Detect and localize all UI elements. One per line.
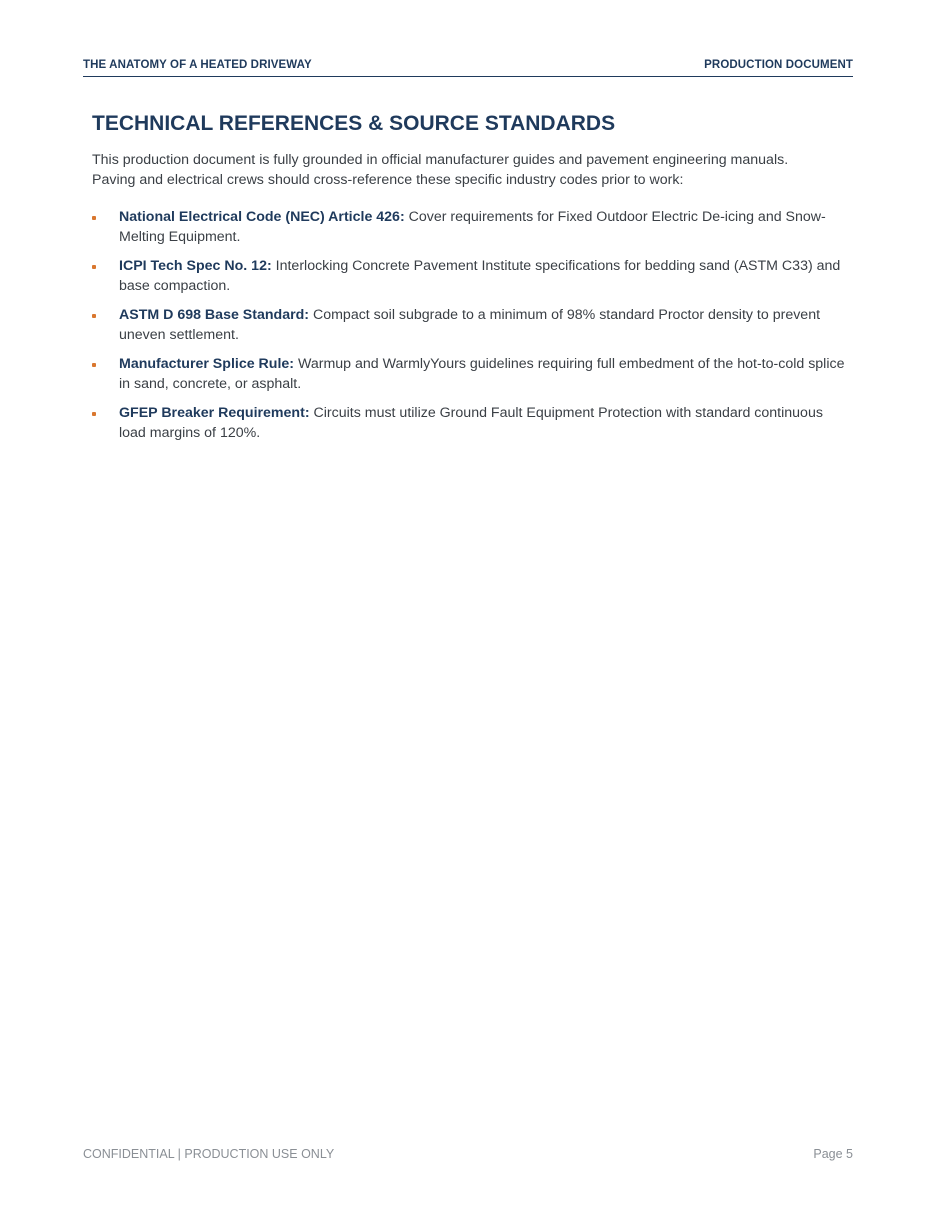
running-header [83,58,853,77]
reference-term: GFEP Breaker Requirement: [119,405,310,421]
bullet-icon [92,216,96,220]
header-document-type: PRODUCTION DOCUMENT [704,59,853,71]
reference-text: Cover requirements for Fixed Outdoor Electric De-icing and Snow-Melting Equipment. [119,209,826,245]
reference-text: Circuits must utilize Ground Fault Equipment Protection with standard continuous load margins of 120%. [119,405,823,441]
reference-text: Interlocking Concrete Pavement Institute specifications for bedding sand (ASTM C33) and base compaction. [119,258,841,294]
reference-term: ICPI Tech Spec No. 12: [119,258,272,274]
intro-line-2: Paving and electrical crews should cross-reference these specific industry codes prior to work: [92,172,684,188]
reference-item-splice-rule [92,354,852,394]
page-number: Page 5 [813,1147,853,1161]
reference-text: Compact soil subgrade to a minimum of 98% standard Proctor density to prevent uneven settlement. [119,307,821,343]
bullet-icon [92,363,96,367]
intro-line-1: This production document is fully grounded in official manufacturer guides and pavement engineering manuals. [92,152,789,168]
reference-text: Warmup and WarmlyYours guidelines requiring full embedment of the hot-to-cold splice in sand, concrete, or asphalt. [119,356,845,392]
reference-list [92,207,852,452]
bullet-icon [92,265,96,269]
running-footer [83,1146,853,1162]
bullet-icon [92,412,96,416]
reference-item-nec-426 [92,207,852,247]
reference-item-astm-d698 [92,305,852,345]
section-title: TECHNICAL REFERENCES & SOURCE STANDARDS [92,112,616,135]
bullet-icon [92,314,96,318]
intro-paragraph [92,150,852,190]
reference-term: National Electrical Code (NEC) Article 426: [119,209,405,225]
reference-item-icpi-12 [92,256,852,296]
reference-term: ASTM D 698 Base Standard: [119,307,310,323]
reference-item-gfep-breaker [92,403,852,443]
confidentiality-notice: CONFIDENTIAL | PRODUCTION USE ONLY [83,1147,335,1161]
header-document-title: THE ANATOMY OF A HEATED DRIVEWAY [83,59,312,71]
reference-term: Manufacturer Splice Rule: [119,356,295,372]
